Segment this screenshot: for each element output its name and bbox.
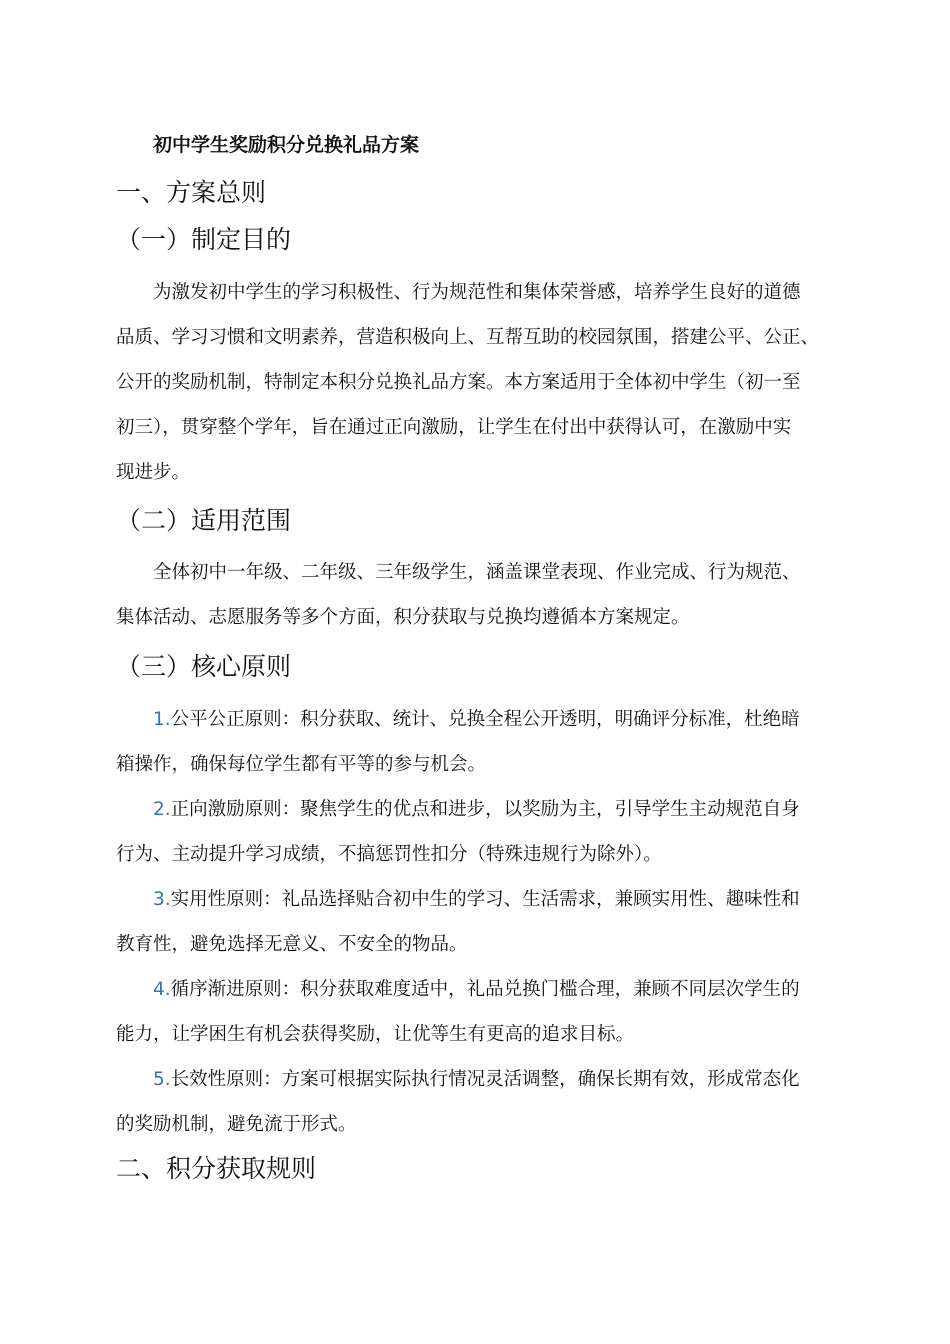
principle-item-2 — [116, 787, 840, 832]
subsection-heading-scope: （二）适用范围 — [116, 506, 292, 535]
principle-item-3 — [116, 877, 840, 922]
principle-item-4 — [116, 967, 840, 1012]
principle-item-4-continued: 能力，让学困生有机会获得奖励，让优等生有更高的追求目标。 — [116, 1024, 635, 1045]
principle-item-5-continued: 的奖励机制，避免流于形式。 — [116, 1114, 357, 1135]
principle-item-1-continued: 箱操作，确保每位学生都有平等的参与机会。 — [116, 754, 487, 775]
paragraph-line: 公开的奖励机制，特制定本积分兑换礼品方案。本方案适用于全体初中学生（初一至 — [116, 372, 801, 393]
document-title: 初中学生奖励积分兑换礼品方案 — [153, 134, 420, 156]
section-heading-points-rules: 二、积分获取规则 — [116, 1154, 317, 1183]
principles-list — [116, 697, 840, 1147]
paragraph-line: 现进步。 — [116, 462, 191, 483]
list-number: 3. — [153, 889, 171, 910]
principle-text: 公平公正原则：积分获取、统计、兑换全程公开透明，明确评分标准，杜绝暗 — [170, 709, 800, 730]
list-number: 4. — [153, 979, 171, 1000]
principle-text: 长效性原则：方案可根据实际执行情况灵活调整，确保长期有效，形成常态化 — [170, 1069, 800, 1090]
principle-item-5 — [116, 1057, 840, 1102]
principle-text: 循序渐进原则：积分获取难度适中，礼品兑换门槛合理，兼顾不同层次学生的 — [170, 979, 800, 1000]
principle-item-3-continued: 教育性，避免选择无意义、不安全的物品。 — [116, 934, 468, 955]
list-number: 5. — [153, 1069, 171, 1090]
principle-item-1 — [116, 697, 840, 742]
list-number: 1. — [153, 709, 171, 730]
subsection-heading-principles: （三）核心原则 — [116, 652, 292, 681]
paragraph-line: 品质、学习习惯和文明素养，营造积极向上、互帮互助的校园氛围，搭建公平、公正、 — [116, 327, 820, 348]
paragraph-line: 全体初中一年级、二年级、三年级学生，涵盖课堂表现、作业完成、行为规范、 — [153, 562, 801, 583]
paragraph-line: 集体活动、志愿服务等多个方面，积分获取与兑换均遵循本方案规定。 — [116, 607, 690, 628]
paragraph-line: 初三），贯穿整个学年，旨在通过正向激励，让学生在付出中获得认可，在激励中实 — [116, 417, 792, 438]
principle-item-2-continued: 行为、主动提升学习成绩，不搞惩罚性扣分（特殊违规行为除外）。 — [116, 844, 662, 865]
subsection-heading-purpose: （一）制定目的 — [116, 225, 292, 254]
paragraph-line: 为激发初中学生的学习积极性、行为规范性和集体荣誉感，培养学生良好的道德 — [153, 282, 801, 303]
list-number: 2. — [153, 799, 171, 820]
principle-text: 正向激励原则：聚焦学生的优点和进步，以奖励为主，引导学生主动规范自身 — [170, 799, 800, 820]
principle-text: 实用性原则：礼品选择贴合初中生的学习、生活需求，兼顾实用性、趣味性和 — [170, 889, 800, 910]
paragraph-scope — [116, 550, 840, 640]
paragraph-purpose — [116, 270, 840, 495]
section-heading-general: 一、方案总则 — [116, 178, 267, 207]
